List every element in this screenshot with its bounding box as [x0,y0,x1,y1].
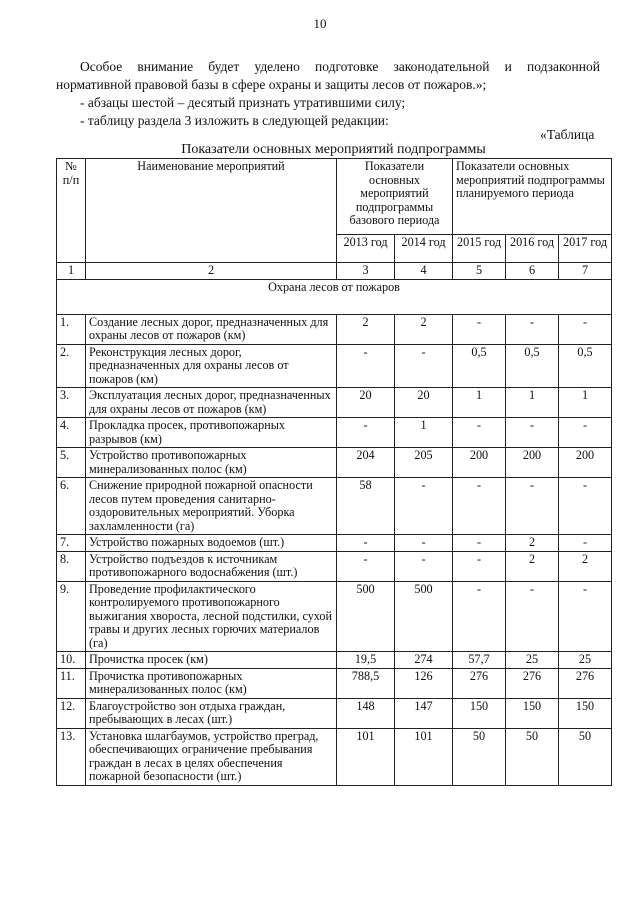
row-number: 13. [57,728,86,785]
row-value: 25 [506,652,559,669]
table-row [57,535,612,552]
row-value: 1 [559,388,612,418]
row-number: 10. [57,652,86,669]
row-value: 788,5 [337,668,395,698]
col-number: 5 [453,263,506,280]
row-measure-name: Установка шлагбаумов, устройство преград, обеспечивающих ограничение пребывания граждан в лесах в целях обеспечения пожарной безопасности (шт.) [86,728,337,785]
row-value: - [395,478,453,535]
row-value: 150 [559,698,612,728]
row-value: 204 [337,448,395,478]
table-row [57,652,612,669]
paragraph-1-line-2: нормативной правовой базы в сфере охраны и защиты лесов от пожаров.»; [56,77,487,92]
header-num: № п/п [57,159,86,263]
row-value: - [395,344,453,388]
row-measure-name: Благоустройство зон отдыха граждан, пребывающих в лесах (шт.) [86,698,337,728]
row-value: - [559,478,612,535]
row-value: - [453,418,506,448]
row-value: 50 [506,728,559,785]
col-number: 7 [559,263,612,280]
row-value: 276 [453,668,506,698]
header-year-2017: 2017 год [559,235,612,263]
row-value: 101 [337,728,395,785]
col-number: 4 [395,263,453,280]
row-value: 148 [337,698,395,728]
row-value: 500 [337,581,395,652]
row-value: - [337,551,395,581]
row-value: 2 [337,314,395,344]
row-value: 19,5 [337,652,395,669]
row-value: 58 [337,478,395,535]
row-measure-name: Устройство пожарных водоемов (шт.) [86,535,337,552]
table-row [57,551,612,581]
row-value: 101 [395,728,453,785]
page-number: 10 [313,16,327,31]
row-number: 12. [57,698,86,728]
header-name: Наименование мероприятий [86,159,337,263]
row-value: 205 [395,448,453,478]
row-value: - [453,314,506,344]
col-number: 2 [86,263,337,280]
header-year-2015: 2015 год [453,235,506,263]
row-value: - [337,344,395,388]
row-value: 0,5 [453,344,506,388]
header-year-2016: 2016 год [506,235,559,263]
row-number: 1. [57,314,86,344]
row-measure-name: Устройство подъездов к источникам противопожарного водоснабжения (шт.) [86,551,337,581]
row-number: 5. [57,448,86,478]
row-value: 2 [506,535,559,552]
row-value: - [559,418,612,448]
row-value: - [453,581,506,652]
row-measure-name: Прочистка противопожарных минерализованных полос (км) [86,668,337,698]
row-value: 25 [559,652,612,669]
row-value: 200 [506,448,559,478]
row-value: 1 [395,418,453,448]
table-title: Показатели основных мероприятий подпрограммы [181,142,486,157]
row-value: 276 [506,668,559,698]
row-value: 147 [395,698,453,728]
row-value: - [337,418,395,448]
header-base-period: Показатели основных мероприятий подпрограммы базового периода [337,159,453,235]
row-number: 8. [57,551,86,581]
row-value: 2 [395,314,453,344]
row-value: - [395,535,453,552]
row-value: 50 [453,728,506,785]
row-number: 9. [57,581,86,652]
row-measure-name: Реконструкция лесных дорог, предназначенных для охраны лесов от пожаров (км) [86,344,337,388]
row-value: - [506,314,559,344]
row-value: 150 [453,698,506,728]
row-value: 2 [506,551,559,581]
row-value: - [559,581,612,652]
table-caption: «Таблица [540,127,595,142]
row-value: 150 [506,698,559,728]
row-value: 20 [395,388,453,418]
row-number: 2. [57,344,86,388]
row-measure-name: Проведение профилактического контролируемого противопожарного выжигания хвороста, лесной подстилки, сухой травы и других лесных горючих материалов (га) [86,581,337,652]
row-value: 1 [453,388,506,418]
row-measure-name: Устройство противопожарных минерализованных полос (км) [86,448,337,478]
row-number: 11. [57,668,86,698]
header-plan-period: Показатели основных мероприятий подпрограммы планируемого периода [453,159,612,235]
row-measure-name: Создание лесных дорог, предназначенных для охраны лесов от пожаров (км) [86,314,337,344]
row-measure-name: Эксплуатация лесных дорог, предназначенных для охраны лесов от пожаров (км) [86,388,337,418]
row-value: - [506,581,559,652]
table-row [57,668,612,698]
table-row [57,344,612,388]
row-number: 3. [57,388,86,418]
table-row [57,728,612,785]
col-number: 6 [506,263,559,280]
row-value: - [559,314,612,344]
row-value: 57,7 [453,652,506,669]
header-year-2014: 2014 год [395,235,453,263]
row-number: 6. [57,478,86,535]
paragraph-3: - таблицу раздела 3 изложить в следующей редакции: [80,113,389,128]
table-row [57,314,612,344]
row-value: - [453,551,506,581]
paragraph-1-line-1: Особое внимание будет уделено подготовке законодательной и подзаконной [80,59,600,74]
table-body [57,314,612,785]
row-value: 276 [559,668,612,698]
table-row [57,478,612,535]
table-row [57,698,612,728]
row-number: 7. [57,535,86,552]
row-value: 200 [453,448,506,478]
row-measure-name: Снижение природной пожарной опасности лесов путем проведения санитарно-оздоровительных мероприятий. Уборка захламленности (га) [86,478,337,535]
row-value: 20 [337,388,395,418]
col-number: 3 [337,263,395,280]
row-value: 2 [559,551,612,581]
row-value: - [337,535,395,552]
row-value: 1 [506,388,559,418]
row-value: 50 [559,728,612,785]
row-measure-name: Прокладка просек, противопожарных разрывов (км) [86,418,337,448]
header-year-2013: 2013 год [337,235,395,263]
row-value: 0,5 [506,344,559,388]
table-row [57,388,612,418]
row-value: - [506,478,559,535]
row-value: 200 [559,448,612,478]
indicators-table [56,158,612,786]
table-row [57,418,612,448]
row-value: 500 [395,581,453,652]
row-measure-name: Прочистка просек (км) [86,652,337,669]
section-heading: Охрана лесов от пожаров [57,279,612,314]
row-number: 4. [57,418,86,448]
row-value: - [395,551,453,581]
row-value: 274 [395,652,453,669]
row-value: - [453,478,506,535]
row-value: - [559,535,612,552]
row-value: - [506,418,559,448]
row-value: - [453,535,506,552]
row-value: 126 [395,668,453,698]
table-row [57,581,612,652]
col-number: 1 [57,263,86,280]
paragraph-2: - абзацы шестой – десятый признать утратившими силу; [80,95,406,110]
row-value: 0,5 [559,344,612,388]
table-row [57,448,612,478]
